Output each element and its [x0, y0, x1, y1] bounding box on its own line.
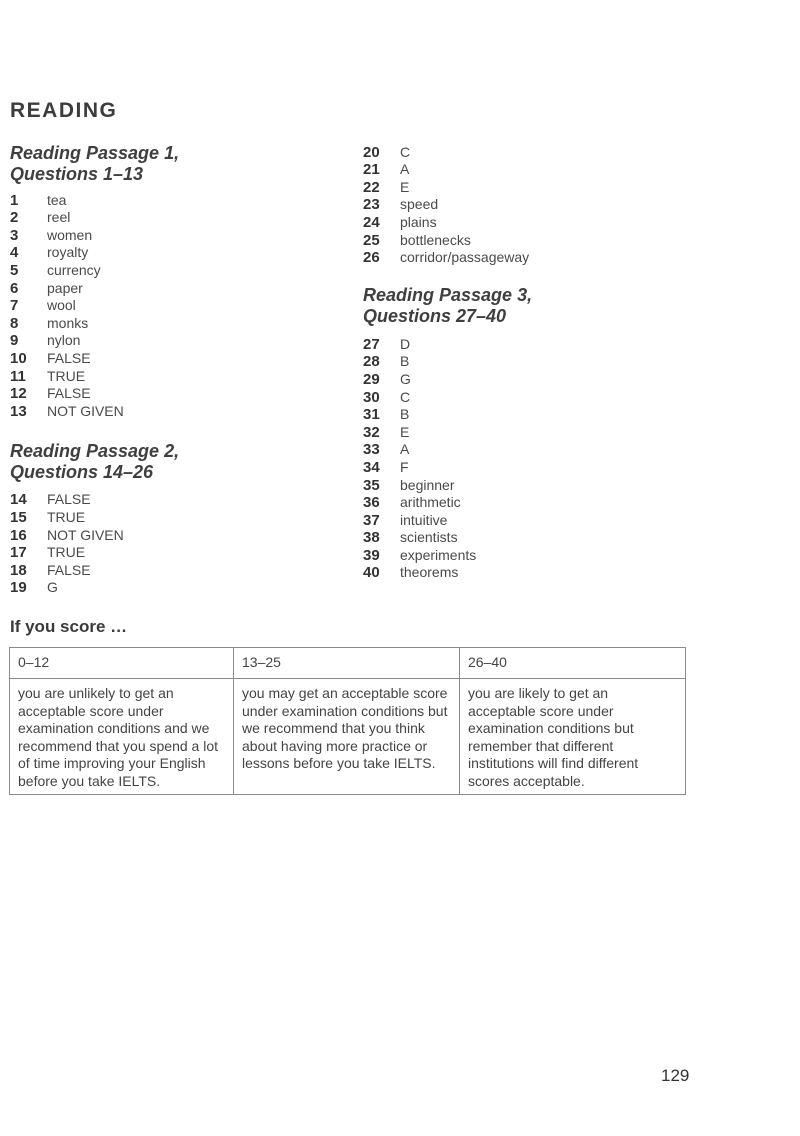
- score-section-title: If you score …: [10, 617, 128, 636]
- answer-text: wool: [47, 297, 76, 314]
- answer-item: [10, 561, 340, 579]
- answer-text: E: [400, 178, 410, 195]
- question-number: 39: [363, 546, 380, 564]
- question-number: 23: [363, 196, 380, 214]
- answer-item: [363, 370, 693, 388]
- question-number: 33: [363, 441, 380, 459]
- answer-item: [363, 423, 693, 441]
- answer-item: [363, 161, 693, 179]
- answer-item: [363, 476, 693, 494]
- question-number: 29: [363, 370, 380, 388]
- question-number: 38: [363, 529, 380, 547]
- question-number: 32: [363, 423, 380, 441]
- answer-text: D: [400, 335, 411, 352]
- answer-text: C: [400, 143, 411, 160]
- answer-text: B: [400, 353, 410, 370]
- score-range-mid: 13–25: [234, 648, 460, 679]
- question-number: 30: [363, 388, 380, 406]
- question-number: 3: [10, 226, 19, 244]
- passage-3-answer-list: [363, 335, 693, 581]
- answer-item: [10, 402, 340, 420]
- passage-2-answer-list-part-2: [363, 143, 693, 266]
- score-description-high: you are likely to get an acceptable score under examination conditions but remember that different institutions will find different scores acceptable.: [460, 679, 686, 795]
- answer-item: [363, 231, 693, 249]
- answer-item: [363, 406, 693, 424]
- answer-item: [10, 508, 340, 526]
- question-number: 37: [363, 511, 380, 529]
- answer-item: [10, 526, 340, 544]
- answer-text: beginner: [400, 476, 455, 493]
- answer-text: FALSE: [47, 385, 91, 402]
- answer-text: FALSE: [47, 491, 91, 508]
- question-number: 15: [10, 508, 27, 526]
- answer-item: [363, 249, 693, 267]
- answer-item: [10, 191, 340, 209]
- question-number: 20: [363, 143, 380, 161]
- answer-text: currency: [47, 261, 101, 278]
- passage-1-heading: [10, 143, 340, 185]
- answer-text: FALSE: [47, 561, 91, 578]
- answer-item: [363, 529, 693, 547]
- answer-text: arithmetic: [400, 494, 461, 511]
- answer-text: A: [400, 161, 410, 178]
- answer-text: theorems: [400, 564, 459, 581]
- question-number: 40: [363, 564, 380, 582]
- question-number: 4: [10, 244, 19, 262]
- answer-item: [10, 209, 340, 227]
- question-number: 24: [363, 213, 380, 231]
- right-column: [363, 143, 693, 581]
- score-range-row: [10, 648, 686, 679]
- question-number: 13: [10, 402, 27, 420]
- answer-text: bottlenecks: [400, 231, 471, 248]
- question-number: 12: [10, 385, 27, 403]
- answer-text: experiments: [400, 546, 477, 563]
- question-number: 27: [363, 335, 380, 353]
- answer-item: [363, 564, 693, 582]
- answer-item: [10, 544, 340, 562]
- question-number: 7: [10, 297, 19, 315]
- question-number: 5: [10, 261, 19, 279]
- question-number: 2: [10, 209, 19, 227]
- question-number: 1: [10, 191, 19, 209]
- answer-text: women: [47, 226, 93, 243]
- answer-text: plains: [400, 213, 437, 230]
- answer-text: B: [400, 406, 410, 423]
- answer-text: FALSE: [47, 349, 91, 366]
- question-number: 16: [10, 526, 27, 544]
- answer-item: [10, 297, 340, 315]
- answer-item: [10, 279, 340, 297]
- question-number: 17: [10, 544, 27, 562]
- left-column: [10, 143, 340, 596]
- answer-item: [363, 335, 693, 353]
- answer-text: G: [47, 579, 58, 596]
- score-description-low: you are unlikely to get an acceptable score under examination conditions and we recommend that you spend a lot of time improving your English before you take IELTS.: [10, 679, 234, 795]
- answer-text: speed: [400, 196, 439, 213]
- answer-text: A: [400, 441, 410, 458]
- answer-item: [363, 213, 693, 231]
- answer-item: [363, 178, 693, 196]
- answer-item: [10, 244, 340, 262]
- answer-text: monks: [47, 314, 89, 331]
- answer-item: [363, 511, 693, 529]
- answer-item: [10, 226, 340, 244]
- question-number: 22: [363, 178, 380, 196]
- question-number: 6: [10, 279, 19, 297]
- passage-1-title: Reading Passage 1,: [10, 143, 180, 163]
- answer-text: corridor/passageway: [400, 249, 530, 266]
- section-title: READING: [10, 99, 118, 122]
- score-description-mid: you may get an acceptable score under examination conditions but we recommend that you think about having more practice or lessons before you take IELTS.: [234, 679, 460, 795]
- passage-2-title: Reading Passage 2,: [10, 440, 180, 461]
- passage-2-heading: [10, 441, 340, 483]
- question-number: 35: [363, 476, 380, 494]
- answer-text: G: [400, 370, 411, 387]
- question-number: 26: [363, 249, 380, 267]
- answer-text: E: [400, 423, 410, 440]
- passage-3-title: Reading Passage 3,: [363, 285, 533, 306]
- answer-item: [10, 332, 340, 350]
- question-number: 10: [10, 349, 27, 367]
- answer-text: TRUE: [47, 367, 86, 384]
- score-table: [9, 647, 686, 795]
- answer-item: [363, 546, 693, 564]
- answer-text: nylon: [47, 332, 81, 349]
- score-range-high: 26–40: [460, 648, 686, 679]
- answer-item: [10, 385, 340, 403]
- answer-item: [10, 349, 340, 367]
- passage-2-questions: Questions 14–26: [10, 461, 154, 482]
- score-description-row: [10, 679, 686, 795]
- passage-1-answer-list: [10, 191, 340, 420]
- answer-item: [363, 388, 693, 406]
- passage-3-questions: Questions 27–40: [363, 306, 507, 327]
- answer-item: [363, 353, 693, 371]
- answer-text: scientists: [400, 529, 458, 546]
- answer-item: [363, 441, 693, 459]
- question-number: 28: [363, 353, 380, 371]
- question-number: 31: [363, 406, 380, 424]
- question-number: 25: [363, 231, 380, 249]
- answer-text: intuitive: [400, 511, 448, 528]
- question-number: 19: [10, 579, 27, 597]
- answer-item: [10, 491, 340, 509]
- answer-item: [363, 458, 693, 476]
- question-number: 36: [363, 494, 380, 512]
- passage-1-questions: Questions 1–13: [10, 164, 144, 184]
- answer-text: TRUE: [47, 508, 86, 525]
- answer-text: tea: [47, 191, 67, 208]
- answer-item: [10, 579, 340, 597]
- passage-3-heading: [363, 285, 693, 327]
- answer-text: royalty: [47, 244, 89, 261]
- question-number: 9: [10, 332, 19, 350]
- question-number: 18: [10, 561, 27, 579]
- answer-text: F: [400, 458, 409, 475]
- answer-text: TRUE: [47, 544, 86, 561]
- answer-text: paper: [47, 279, 83, 296]
- question-number: 8: [10, 314, 19, 332]
- answer-item: [10, 367, 340, 385]
- answer-item: [363, 143, 693, 161]
- answer-text: NOT GIVEN: [47, 402, 124, 419]
- score-range-low: 0–12: [10, 648, 234, 679]
- page-number: 129: [661, 1066, 690, 1085]
- answer-text: reel: [47, 209, 71, 226]
- question-number: 34: [363, 458, 380, 476]
- answer-text: C: [400, 388, 411, 405]
- passage-2-answer-list-part-1: [10, 491, 340, 597]
- answer-item: [363, 494, 693, 512]
- question-number: 21: [363, 161, 380, 179]
- question-number: 11: [10, 367, 26, 385]
- question-number: 14: [10, 491, 27, 509]
- answer-item: [10, 261, 340, 279]
- answer-item: [363, 196, 693, 214]
- answer-item: [10, 314, 340, 332]
- answer-text: NOT GIVEN: [47, 526, 124, 543]
